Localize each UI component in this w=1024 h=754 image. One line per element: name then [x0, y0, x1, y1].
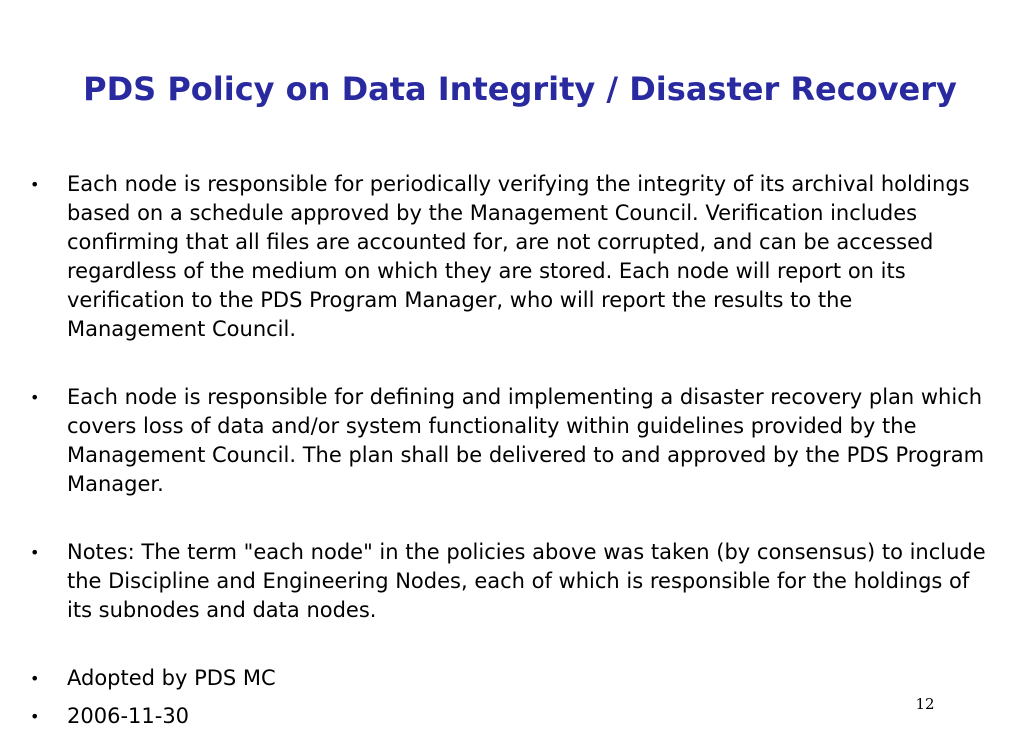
bullet-dot-icon: • — [30, 669, 40, 688]
bullet-dot-icon: • — [30, 707, 40, 726]
slide-title: PDS Policy on Data Integrity / Disaster Recovery — [83, 70, 957, 108]
page-number: 12 — [915, 695, 935, 713]
bullet-item-date — [30, 702, 990, 731]
bullet-item-adopted — [30, 664, 990, 693]
bullet-item-notes — [30, 538, 990, 625]
bullet-dot-icon: • — [30, 543, 40, 562]
bullet-list — [30, 170, 990, 731]
bullet-text: 2006-11-30 — [67, 704, 190, 728]
bullet-text: Notes: The term "each node" in the policies above was taken (by consensus) to include the Discipline and Engineering Nodes, each of which is responsible for the holdings of its subnodes and data nodes. — [67, 540, 986, 622]
bullet-text: Each node is responsible for periodically verifying the integrity of its archival holdings based on a schedule approved by the Management Council. Verification includes confirming that all files are accounted for, are not corrupted, and can be accessed regardless of the medium on which they are stored. Each node will report on its verification to the PDS Program Manager, who will report the results to the Management Council. — [67, 172, 970, 341]
bullet-dot-icon: • — [30, 175, 40, 194]
bullet-text: Adopted by PDS MC — [67, 666, 276, 690]
bullet-item-disaster-recovery — [30, 383, 990, 499]
bullet-text: Each node is responsible for defining and implementing a disaster recovery plan which covers loss of data and/or system functionality within guidelines provided by the Management Council. The plan shall be delivered to and approved by the PDS Program Manager. — [67, 385, 985, 496]
bullet-dot-icon: • — [30, 388, 40, 407]
bullet-item-verification — [30, 170, 990, 344]
